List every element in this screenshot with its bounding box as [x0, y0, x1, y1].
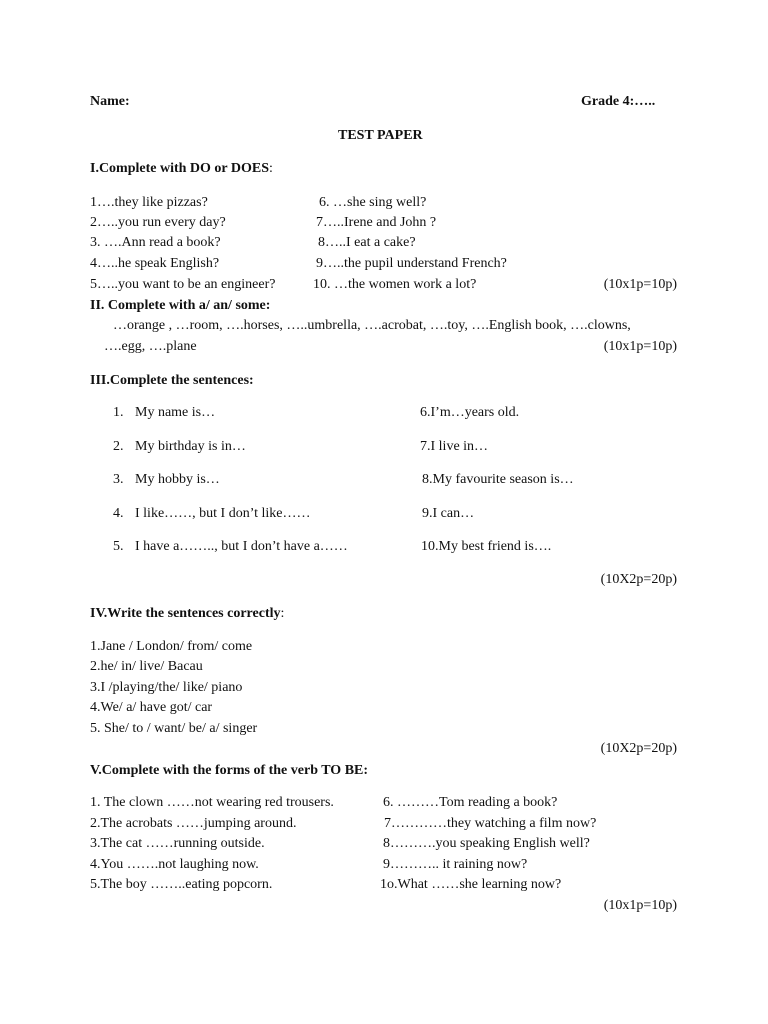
s1-score: (10x1p=10p): [603, 277, 677, 292]
s3-item-9: 9.I can…: [422, 506, 475, 521]
s3-item-5: I have a…….., but I don’t have a……: [135, 539, 348, 554]
s1-item-4: 4…..he speak English?: [90, 256, 220, 271]
s4-item-5: 5. She/ to / want/ be/ a/ singer: [90, 721, 258, 736]
s5-item-9: 9……….. it raining now?: [383, 857, 528, 872]
s2-line-1: …orange , …room, ….horses, …..umbrella, ….acrobat, ….toy, ….English book, ….clowns,: [113, 318, 631, 333]
section-2-title: II. Complete with a/ an/ some:: [90, 298, 271, 313]
s1-item-10: 10. …the women work a lot?: [313, 277, 477, 292]
s1-item-2: 2…..you run every day?: [90, 215, 226, 230]
s5-item-3: 3.The cat ……running outside.: [90, 836, 265, 851]
s1-item-5: 5…..you want to be an engineer?: [90, 277, 276, 292]
s4-item-2: 2.he/ in/ live/ Bacau: [90, 659, 203, 674]
section-1-heading: [90, 161, 273, 177]
s1-item-8: 8…..I eat a cake?: [318, 235, 416, 250]
s3-item-8: 8.My favourite season is…: [422, 472, 574, 487]
s3-num-5: 5.: [113, 539, 124, 554]
s3-num-3: 3.: [113, 472, 124, 487]
s4-score: (10X2p=20p): [600, 741, 677, 756]
section-5-title: V.Complete with the forms of the verb TO BE:: [90, 763, 369, 778]
s3-item-7: 7.I live in…: [420, 439, 489, 454]
s2-score: (10x1p=10p): [603, 339, 677, 354]
section-4-heading: [90, 606, 284, 622]
grade-label: Grade 4:…..: [581, 94, 656, 109]
s3-num-1: 1.: [113, 405, 124, 420]
s5-score: (10x1p=10p): [603, 898, 677, 913]
name-label: Name:: [90, 94, 130, 109]
section-4-title: IV.Write the sentences correctly: [90, 606, 281, 621]
s1-item-7: 7…..Irene and John ?: [316, 215, 437, 230]
s1-item-6: 6. …she sing well?: [319, 195, 427, 210]
s3-item-2: My birthday is in…: [135, 439, 246, 454]
s4-item-4: 4.We/ a/ have got/ car: [90, 700, 213, 715]
s3-item-1: My name is…: [135, 405, 216, 420]
s1-item-9: 9…..the pupil understand French?: [316, 256, 507, 271]
s3-item-10: 10.My best friend is….: [421, 539, 552, 554]
section-1-title: I.Complete with DO or DOES: [90, 161, 270, 176]
s5-item-5: 5.The boy ……..eating popcorn.: [90, 877, 273, 892]
s5-item-10: 1o.What ……she learning now?: [380, 877, 562, 892]
s5-item-8: 8……….you speaking English well?: [383, 836, 590, 851]
s5-item-2: 2.The acrobats ……jumping around.: [90, 816, 297, 831]
s5-item-1: 1. The clown ……not wearing red trousers.: [90, 795, 334, 810]
s3-num-2: 2.: [113, 439, 124, 454]
s5-item-7: 7…………they watching a film now?: [384, 816, 597, 831]
s1-item-1: 1….they like pizzas?: [90, 195, 208, 210]
s5-item-4: 4.You …….not laughing now.: [90, 857, 259, 872]
s1-item-3: 3. ….Ann read a book?: [90, 235, 221, 250]
s3-score: (10X2p=20p): [600, 572, 677, 587]
s3-item-3: My hobby is…: [135, 472, 220, 487]
s3-num-4: 4.: [113, 506, 124, 521]
page-title: TEST PAPER: [338, 128, 423, 143]
s4-item-1: 1.Jane / London/ from/ come: [90, 639, 253, 654]
section-1-colon: :: [269, 161, 273, 176]
s3-item-4: I like……, but I don’t like……: [135, 506, 311, 521]
section-3-title: III.Complete the sentences:: [90, 373, 254, 388]
section-4-colon: :: [280, 606, 285, 621]
s2-line-2: ….egg, ….plane: [104, 339, 197, 354]
s5-item-6: 6. ………Tom reading a book?: [383, 795, 558, 810]
s4-item-3: 3.I /playing/the/ like/ piano: [90, 680, 243, 695]
s3-item-6: 6.I’m…years old.: [420, 405, 520, 420]
